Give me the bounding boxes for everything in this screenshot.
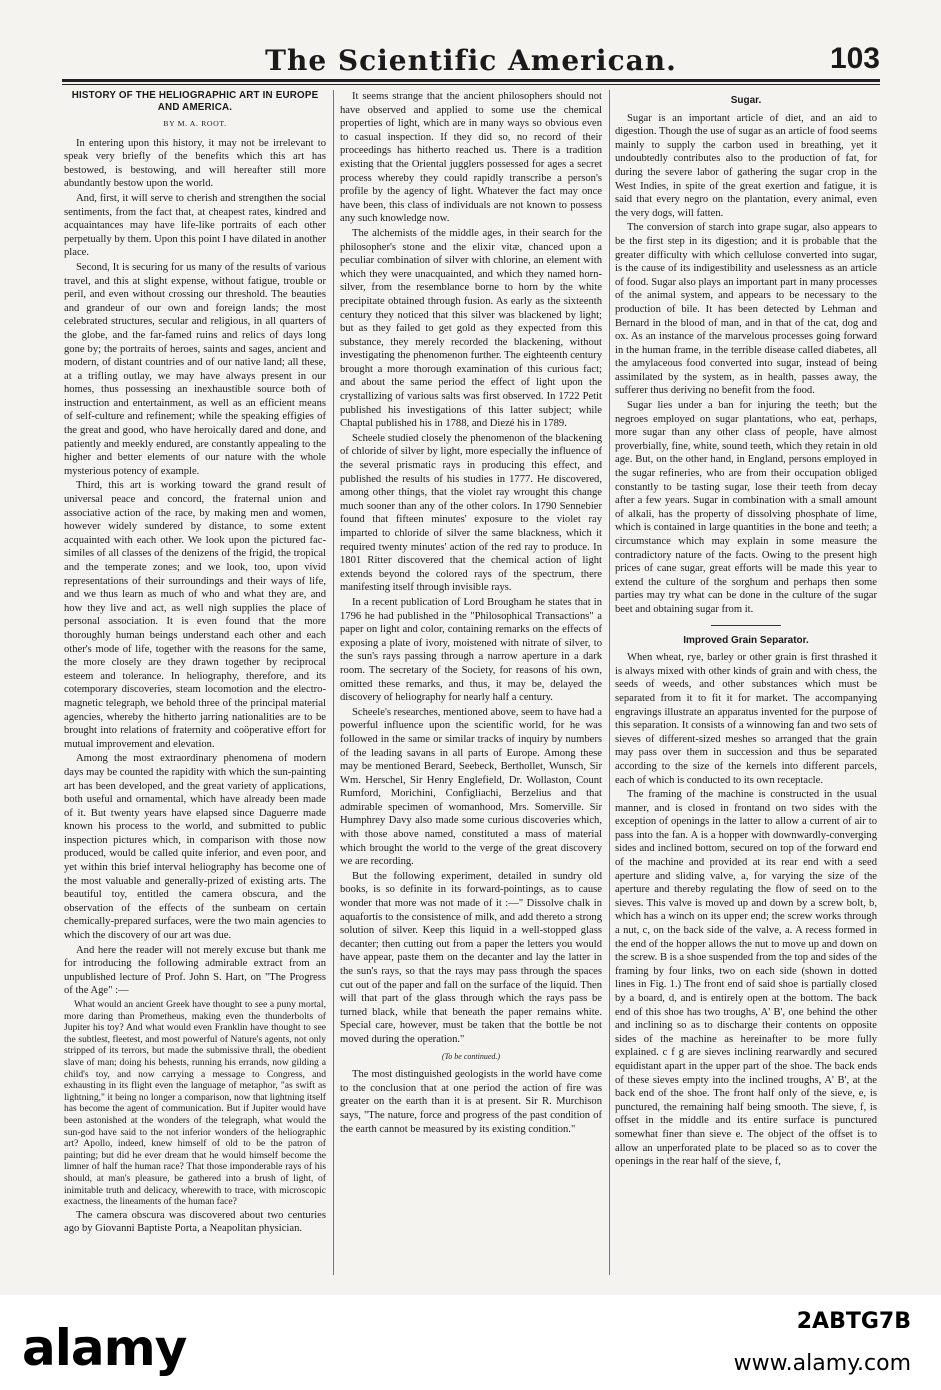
article-heading-grain-separator: Improved Grain Separator.	[683, 634, 809, 646]
continued-note: (To be continued.)	[441, 1051, 501, 1061]
masthead-rule-thick	[62, 79, 880, 82]
paragraph: The framing of the machine is constructed in the usual manner, and is closed in frontand on two sides with the exception of openings in the latter to allow a current of air to pass into the fan. A is a hopper with downwardly-converging sides and inclined bottom, secured on top of the forward end of the machine and provided at its rear end with a seed aperture and sliding valve, a, for varying the size of the aperture and thereby regulating the flow of seed on to the sieves. This valve is moved up and down by a screw bolt, b, which has a winch on its upper end; the screw works through a nut, c, on the back side of the valve, a. A recess formed in the end of the hopper allows the nut to move up and down on the screw. B is a shoe suspended from the top and sides of the framing by four links, two on each side (shown in dotted lines in Fig. 1.) The front end of said shoe is partially closed by a board, d, and is entirely open at the bottom. The back end of this shoe has two troughs, A' B', one behind the other and inclining so as to discharge their contents on opposite sides of the machine as hereinafter to be more fully explained. c f g are sieves inclining rearwardly and secured equidistant apart in the upper part of the shoe. The back ends of these sieves empty into the inclined troughs, A' B', at the back end of the shoe. The front half only of the sieve, e, is punctured, the remaining half being smooth. The sieve, f, is offset in the middle and its entire surface is punctured somewhat finer than sieve e. The object of the offset is to allow an unperforated plate to be placed so as to cover the openings in the rear half of the sieve, f,	[615, 789, 877, 1168]
paragraph: When wheat, rye, barley or other grain is first thrashed it is always mixed with other kinds of grain and with chess, the seeds of weeds, and other substances which must be separated from it to fit it for market. The accompanying engravings illustrate an apparatus invented for the purpose of this separation. It consists of a winnowing fan and two sets of sieves of different-sized meshes so arranged that the grain may pass over them in succession and thus be separated according to the size of the kernels into different parcels, each of which is conducted to its own receptacle.	[615, 652, 877, 786]
paragraph: And, first, it will serve to cherish and strengthen the social sentiments, from the fact that, at cheapest rates, kindred and acquaintances may have life-like portraits of each other perpetually by them. Upon this point I have dilated in another place.	[64, 192, 326, 259]
paragraph: The alchemists of the middle ages, in their search for the philosopher's stone and the elixir vitæ, chanced upon a peculiar combination of silver with chlorine, an element with which they were unacquainted, and which they named horn-silver, from the resemblance borne to horn by the white precipitate obtained through fusion. As early as the sixteenth century they noticed that this silver was blackened by light; but as they failed to get gold as they expected from this substance, they merely recorded the blackening, without investigating the phenomenon further. The eighteenth century brought a more thorough examination of this curious fact; and about the same period the effect of light upon the crystallizing of various salts was first observed. In 1722 Petit published his investigations of this latter subject; while Chaptal published his in 1788, and Diezé his in 1789.	[340, 227, 602, 430]
paragraph: And here the reader will not merely excuse but thank me for introducing the following admirable extract from an unpublished lecture of Prof. John S. Hart, on "The Progress of the Age" :—	[64, 944, 326, 997]
paragraph: Scheele studied closely the phenomenon of the blackening of chloride of silver by light, more especially the influence of the several prismatic rays in producing this effect, and published the results of his studies in 1777. He discovered, among other things, that the violet ray wrought this change much sooner than any of the other colors. In 1790 Sennebier found that fifteen minutes' exposure to the violet ray imparted to chloride of silver the same blackness, which it required twenty minutes' action of the red ray to produce. In 1801 Ritter discovered that the chemical action of light extends beyond the colored rays of the spectrum, there manifesting itself through invisible rays.	[340, 432, 602, 594]
paragraph: The camera obscura was discovered about two centuries ago by Giovanni Baptiste Porta, a Neapolitan physician.	[64, 1209, 326, 1235]
quotation: What would an ancient Greek have thought to see a puny mortal, more daring than Prometheus, making even the thunderbolts of Jupiter his toy? And what would even Franklin have thought to see the subtlest, fleetest, and most powerful of Nature's agents, not only stripped of its terrors, but made the submissive thrall, the obedient slave of man; doing his behests, running his errands, now gilding a child's toy, and now carrying a message to Congress, and exhausting in its flight even the language of metaphor, "as swift as lightning," it being no longer a comparison, now that lightning itself has become the agent of communication. But if Jupiter would have been astonished at the wonders of the telegraph, what would the sun-god have said to the not inferior wonders of the heliographic art? Apollo, indeed, knew himself of old to be the patron of painting; but did he ever dream that he would himself become the limner of half the human race? That those imponderable rays of his should, at man's pleasure, be gathered into a brush of light, of inimitable truth and delicacy, wherewith to trace, with microscopic exactness, the lineaments of the human face?	[64, 999, 326, 1208]
alamy-logo: alamy	[22, 1319, 187, 1377]
paragraph: Sugar lies under a ban for injuring the teeth; but the negroes employed on sugar plantations, who eat, perhaps, more sugar than any other class of people, have almost proverbially, fine, white, sound teeth, which they retain in old age. But, on the other hand, in England, persons employed in the sugar refineries, who are from their occupation obliged constantly to be tasting sugar, lose their teeth from decay after a few years. Sugar in combination with a small amount of alkali, has the property of dissolving phosphate of lime, which is contained in large quantities in the bone and teeth; a circumstance which may explain in some measure the contradictory nature of the facts. Owing to the present high prices of cane sugar, great efforts will be made this year to extend the culture of the sorghum and perhaps then some parties may try what can be done in the culture of the sugar beet and obtaining sugar from it.	[615, 400, 877, 615]
paragraph: In entering upon this history, it may not be irrelevant to speak very briefly of the benefits which this art has bestowed, is bestowing, and will hereafter still more abundantly bestow upon the world.	[64, 137, 326, 190]
article-heading-heliographic: HISTORY OF THE HELIOGRAPHIC ART IN EUROPE AND AMERICA.	[71, 90, 319, 113]
image-code: 2ABTG7B	[796, 1309, 911, 1334]
paragraph: In a recent publication of Lord Brougham he states that in 1796 he had published in the "Philosophical Transactions" a paper on light and color, containing remarks on the effects of exposing a plate of ivory, moistened with nitrate of silver, to the sun's rays passing through a narrow aperture in a dark room. The secretary of the Society, for reasons of his own, omitted these remarks, and thus, it may be, delayed the discovery of heliography for nearly half a century.	[340, 596, 602, 704]
column-rule-1	[333, 90, 334, 1275]
column-3	[615, 90, 877, 1275]
paragraph: Scheele's researches, mentioned above, seem to have had a powerful influence upon the scientific world, for he was followed in the same or similar tracks of inquiry by numbers of the leading savans in all parts of Europe. Among these may be mentioned Berard, Seebeck, Berthollet, Wunsch, Sir Wm. Herschel, Sir Henry Englefield, Dr. Wollaston, Count Rumford, Morichini, Configliachi, Berzelius and that admirable specimen of womanhood, Mrs. Somerville. Sir Humphrey Davy also made some curious discoveries which, with those above named, constituted a mass of material which brought the world to the verge of the great discovery we are recording.	[340, 706, 602, 868]
masthead-rule-thin	[62, 84, 880, 85]
stock-banner	[0, 1295, 941, 1390]
paragraph: It seems strange that the ancient philosophers should not have observed and applied to some use the chemical properties of light, which are in many ways so obvious even to casual inspection. If they did so, no record of their proceedings has hitherto reached us. There is a tradition existing that the Oriental jugglers possessed for ages a secret process whereby they could rapidly transcribe a person's profile by the agency of light. Whatever the fact may once have been, this class of individuals are not known to possess any such knowledge now.	[340, 91, 602, 225]
newspaper-title: The Scientific American.	[265, 44, 677, 77]
paragraph: Third, this art is working toward the grand result of universal peace and concord, the fraternal union and associative action of the race, by making men and women, however widely sundered by distance, to some extent acquainted with each other. We look upon the pictured fac-similes of all classes of the denizens of the frigid, the tropical and the temperate zones; and we look, too, upon vivid representations of their surroundings and their ways of life, and we thus learn as much of who and what they are, and how they live and act, as well nigh supplies the place of personal association. It is even found that the more thoroughly human beings understand each other and each other's mode of life, together with the reasons for the same, the more closely are they drawn together by reciprocal esteem and tolerance. In heliography, therefore, and its cotemporary discoveries, steam locomotion and the electro-magnetic telegraph, we behold three of the principal material agencies, whereby the hitherto jarring nationalities are to be brought into relations of fraternity and coöperative effort for mutual improvement and elevation.	[64, 480, 326, 750]
paragraph: But the following experiment, detailed in sundry old books, is so definite in its forward-pointings, as to cause wonder that more was not made of it :—" Dissolve chalk in aquafortis to the consistence of milk, and add thereto a strong solution of silver. Keep this liquid in a well-stopped glass decanter; then cutting out from a paper the letters you would have appear, paste them on the decanter and lay the latter in the sun's rays, so that the rays may pass through the spaces cut out of the paper and fall on the surface of the liquid. Then will that part of the glass through which the rays pass be turned black, while that beneath the paper remains white. Special care, however, must be taken that the bottle be not moved during the operation."	[340, 870, 602, 1045]
paragraph: Sugar is an important article of diet, and an aid to digestion. Though the use of sugar as an article of food seems mainly to supply the carbon used in breathing, yet it undoubtedly contributes also to the production of fat, for during the severe labor of gathering the sugar crop in the West Indies, in spite of the great exertion and fatigue, it is said that every negro on the plantation, every animal, even the very dogs, will fatten.	[615, 112, 877, 219]
stock-url: www.alamy.com	[733, 1351, 911, 1376]
column-1	[64, 90, 326, 1275]
article-byline: BY M. A. ROOT.	[163, 119, 227, 128]
page-number: 103	[829, 42, 880, 75]
column-2	[340, 90, 602, 1275]
column-rule-2	[609, 90, 610, 1275]
geology-paragraph: The most distinguished geologists in the world have come to the conclusion that at one period the action of fire was greater on the earth than it is at present. Sir R. Murchison says, "The nature, force and progress of the past condition of the earth cannot be measured by its existing condition."	[340, 1069, 602, 1135]
article-separator	[711, 625, 781, 626]
article-heading-sugar: Sugar.	[730, 95, 762, 106]
paragraph: Among the most extraordinary phenomena of modern days may be counted the rapidity with which the sun-painting art has been developed, and the great variety of applications, both useful and ornamental, which have already been made of it. But twenty years have elapsed since Daguerre made known his process to the world, and submitted to public inspection pictures which, in comparison with those now produced, would be called quite inferior, and even poor, and yet within this brief interval heliography has become one of the most valuable and generally-prized of existing arts. The beautiful toy, entitled the camera obscura, and the observation of the effects of the sunbeam on certain chemically-prepared surfaces, were the two main agencies to which the discovery of our art was due.	[64, 753, 326, 942]
paragraph: Second, It is securing for us many of the results of various travel, and this at slight expense, without fatigue, trouble or peril, and even without crossing our threshold. The beauties and grandeur of our own and foreign lands; the most celebrated structures, secular and religious, in all quarters of the globe, and the far-famed ruins and relics of days long gone by; the portraits of heroes, saints and sages, ancient and modern, of distant countries and of our native land; all these, at a trifling outlay, we may have always present in our homes, thus possessing an inexhaustible source both of instruction and entertainment, as well as an efficient means of self-culture and refinement; while the speaking effigies of the great and good, who have heroically dared and done, and patiently and meekly endured, are constantly appealing to the higher and better elements of our nature with the whole mysterious potency of example.	[64, 261, 326, 477]
paragraph: The conversion of starch into grape sugar, also appears to be the first step in its digestion; and it is probable that the greater difficulty with which cellulose converted into sugar, is the cause of its indigestibility and uselessness as an article of food. Sugar also plays an important part in many processes of the animal system, and appears to be necessary to the production of bile. It has been detected by Lehman and Bernard in the blood of man, and in that of the cat, dog and ox. As an instance of the marvelous processes going forward in the human frame, in the terrible disease called diabetes, all the amylaceous food converted into sugar, instead of being assimilated by the system, as in health, passes away, the sufferer thus deriving no benefit from the food.	[615, 222, 877, 397]
